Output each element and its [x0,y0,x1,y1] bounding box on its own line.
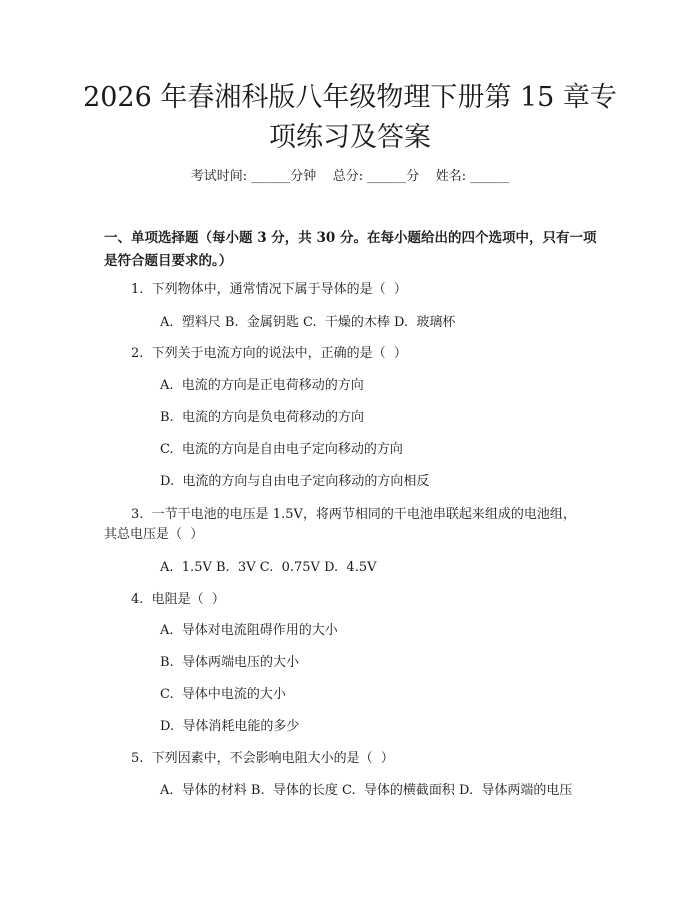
document-title-line-1: 2026 年春湘科版八年级物理下册第 15 章专 [83,82,617,113]
question-5-stem: 5. 下列因素中，不会影响电阻大小的是（ ） [131,751,394,766]
question-3-options: A. 1.5V B. 3V C. 0.75V D. 4.5V [160,560,377,575]
question-2-option-a: A. 电流的方向是正电荷移动的方向 [160,378,364,393]
section-header-continued: 是符合题目要求的。） [104,253,233,269]
question-4-stem: 4. 电阻是（ ） [131,592,225,607]
question-4-option-b: B. 导体两端电压的大小 [160,655,299,670]
question-3-stem: 3. 一节干电池的电压是 1.5V，将两节相同的干电池串联起来组成的电池组， [131,507,576,522]
document-title-line-2: 项练习及答案 [269,122,431,153]
question-4-option-c: C. 导体中电流的大小 [160,687,286,702]
question-1-options: A. 塑料尺 B. 金属钥匙 C. 干燥的木棒 D. 玻璃杯 [160,315,456,330]
question-2-option-d: D. 电流的方向与自由电子定向移动的方向相反 [160,474,430,489]
question-2-option-c: C. 电流的方向是自由电子定向移动的方向 [160,442,403,457]
exam-info-line: 考试时间: ______分钟 总分: ______分 姓名: ______ [190,169,510,184]
question-2-option-b: B. 电流的方向是负电荷移动的方向 [160,410,364,425]
question-4-option-d: D. 导体消耗电能的多少 [160,719,300,734]
question-5-options: A. 导体的材料 B. 导体的长度 C. 导体的横截面积 D. 导体两端的电压 [160,783,573,798]
question-1-stem: 1. 下列物体中，通常情况下属于导体的是（ ） [131,282,407,297]
question-3-stem-continued: 其总电压是（ ） [104,527,204,542]
question-4-option-a: A. 导体对电流阻碍作用的大小 [160,623,338,638]
section-header: 一、单项选择题（每小题 3 分，共 30 分。在每小题给出的四个选项中，只有一项 [104,230,597,246]
question-2-stem: 2. 下列关于电流方向的说法中，正确的是（ ） [131,346,407,361]
